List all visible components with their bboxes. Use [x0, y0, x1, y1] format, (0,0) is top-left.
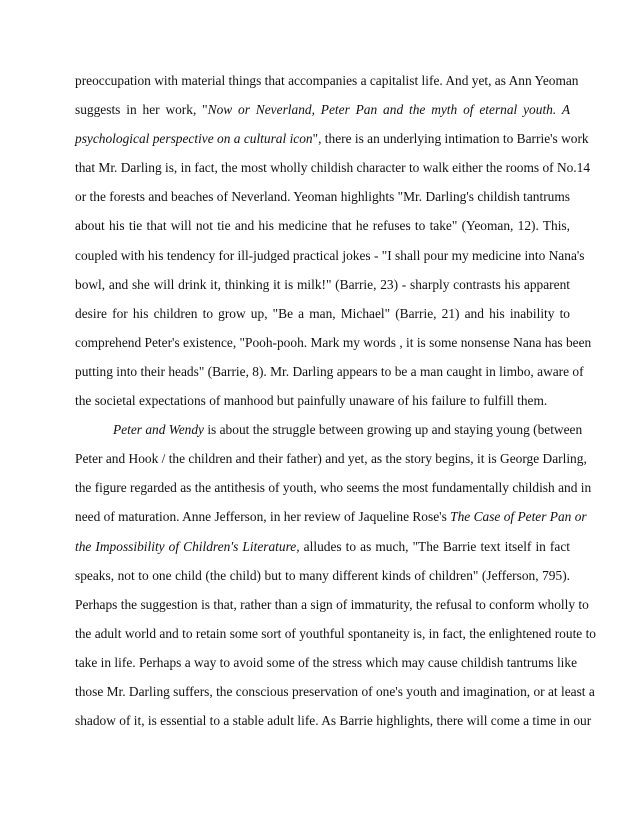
- text-line: [75, 211, 570, 240]
- text-segment: coupled with his tendency for ill-judged practical jokes - "I shall pour my medicine into Nana's: [75, 247, 585, 263]
- text-segment: Perhaps the suggestion is that, rather than a sign of immaturity, the refusal to conform wholly to: [75, 596, 589, 612]
- text-line: [75, 590, 589, 619]
- text-line: [75, 153, 591, 182]
- italic-text-segment: Peter and Wendy: [113, 422, 204, 438]
- text-segment: those Mr. Darling suffers, the conscious preservation of one's youth and imagination, or at least a: [75, 683, 595, 699]
- essay-body-text: [75, 66, 596, 735]
- text-segment: bowl, and she will drink it, thinking it is milk!" (Barrie, 23) - sharply contrasts his apparent: [75, 276, 570, 292]
- text-segment: shadow of it, is essential to a stable adult life. As Barrie highlights, there will come a time in our: [75, 713, 592, 729]
- text-line: [75, 677, 595, 706]
- italic-text-segment: the Impossibility of Children's Literature,: [75, 538, 300, 554]
- text-segment: comprehend Peter's existence, "Pooh-pooh. Mark my words , it is some nonsense Nana has been: [75, 334, 592, 350]
- text-line: [75, 357, 584, 386]
- text-segment: take in life. Perhaps a way to avoid some of the stress which may cause childish tantrums like: [75, 654, 578, 670]
- text-segment: putting into their heads" (Barrie, 8). Mr. Darling appears to be a man caught in limbo, aware of: [75, 363, 584, 379]
- text-line: [75, 95, 570, 124]
- text-segment: that Mr. Darling is, in fact, the most wholly childish character to walk either the rooms of No.14: [75, 160, 591, 176]
- text-segment: is about the struggle between growing up and staying young (between: [203, 422, 583, 438]
- text-segment: alludes to as much, "The Barrie text itself in fact: [299, 538, 571, 554]
- text-segment: ", there is an underlying intimation to Barrie's work: [312, 131, 589, 147]
- italic-text-segment: psychological perspective on a cultural icon: [75, 131, 313, 147]
- text-line: [75, 706, 592, 735]
- text-segment: the figure regarded as the antithesis of youth, who seems the most fundamentally childish and in: [75, 480, 592, 496]
- text-line: [75, 270, 570, 299]
- text-line: [75, 444, 587, 473]
- text-line: [75, 415, 583, 444]
- text-line: [75, 502, 587, 531]
- text-segment: the adult world and to retain some sort of youthful spontaneity is, in fact, the enlightened route to: [75, 625, 596, 641]
- text-segment: desire for his children to grow up, "Be a man, Michael" (Barrie, 21) and his inability to: [75, 305, 570, 321]
- text-segment: or the forests and beaches of Neverland. Yeoman highlights "Mr. Darling's childish tantrums: [75, 189, 570, 205]
- text-segment: Peter and Hook / the children and their father) and yet, as the story begins, it is George Darling,: [75, 451, 587, 467]
- italic-text-segment: Now or Neverland, Peter Pan and the myth of eternal youth. A: [207, 102, 571, 118]
- text-segment: need of maturation. Anne Jefferson, in her review of Jaqueline Rose's: [75, 509, 451, 525]
- text-line: [75, 182, 570, 211]
- text-line: [75, 532, 570, 561]
- text-line: [75, 66, 579, 95]
- italic-text-segment: The Case of Peter Pan or: [450, 509, 587, 525]
- text-line: [75, 561, 570, 590]
- text-line: [75, 124, 589, 153]
- text-segment: speaks, not to one child (the child) but to many different kinds of children" (Jefferson, 795).: [75, 567, 570, 583]
- text-segment: the societal expectations of manhood but painfully unaware of his failure to fulfill them.: [75, 393, 548, 409]
- text-segment: preoccupation with material things that accompanies a capitalist life. And yet, as Ann Yeoman: [75, 73, 579, 88]
- text-line: [75, 299, 570, 328]
- text-segment: about his tie that will not tie and his medicine that he refuses to take" (Yeoman, 12). This,: [75, 218, 570, 234]
- text-line: [75, 473, 592, 502]
- text-line: [75, 241, 585, 270]
- text-line: [75, 386, 570, 415]
- text-segment: suggests in her work, ": [75, 102, 208, 118]
- text-line: [75, 648, 578, 677]
- text-line: [75, 328, 592, 357]
- text-line: [75, 619, 596, 648]
